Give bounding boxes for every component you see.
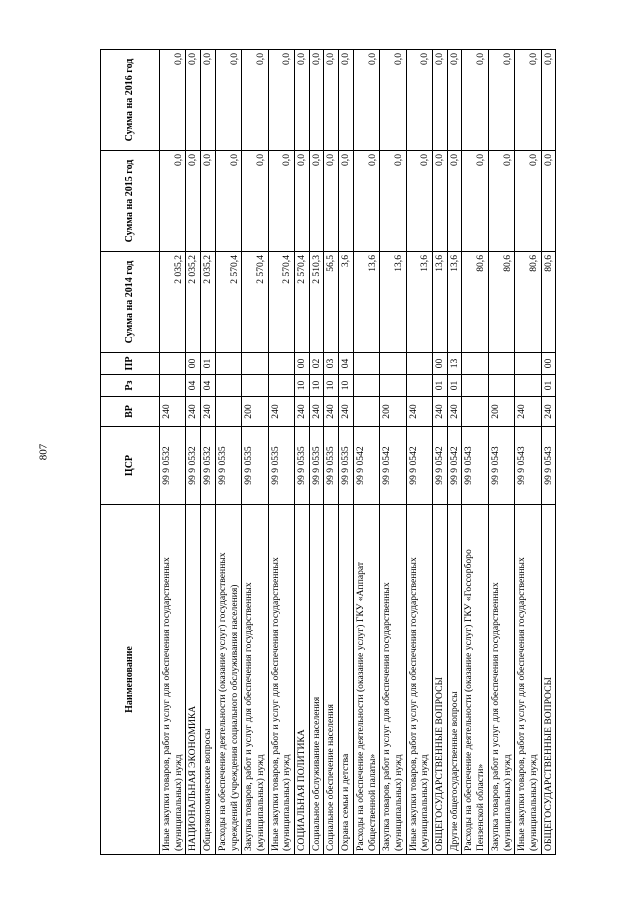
header-sum-2014: Сумма на 2014 год <box>101 252 160 353</box>
row-csr: 99 9 0532 <box>201 427 216 505</box>
row-sum-2014: 2 035,2 <box>201 252 216 353</box>
row-rz: 04 <box>186 375 201 397</box>
table-row <box>541 50 556 855</box>
page-number: 807 <box>37 443 50 461</box>
row-sum-2015: 0,0 <box>324 151 339 252</box>
row-vr: 200 <box>242 397 268 427</box>
row-vr: 240 <box>295 397 310 427</box>
row-csr: 99 9 0532 <box>186 427 201 505</box>
row-sum-2014: 13,6 <box>353 252 379 353</box>
row-sum-2016: 0,0 <box>215 50 241 151</box>
row-sum-2014: 56,5 <box>324 252 339 353</box>
row-sum-2016: 0,0 <box>488 50 514 151</box>
row-name: НАЦИОНАЛЬНАЯ ЭКОНОМИКА <box>186 505 201 855</box>
row-sum-2015: 0,0 <box>268 151 294 252</box>
row-pr <box>160 353 186 375</box>
row-sum-2015: 0,0 <box>447 151 462 252</box>
row-rz: 01 <box>541 375 556 397</box>
row-rz <box>160 375 186 397</box>
row-sum-2016: 0,0 <box>186 50 201 151</box>
row-csr: 99 9 0542 <box>433 427 448 505</box>
table-row <box>339 50 354 855</box>
row-csr: 99 9 0542 <box>447 427 462 505</box>
row-rz <box>462 375 488 397</box>
row-rz: 10 <box>324 375 339 397</box>
header-sum-2015: Сумма на 2015 год <box>101 151 160 252</box>
row-csr: 99 9 0535 <box>295 427 310 505</box>
row-csr: 99 9 0543 <box>515 427 541 505</box>
row-sum-2015: 0,0 <box>380 151 406 252</box>
row-sum-2015: 0,0 <box>215 151 241 252</box>
row-csr: 99 9 0542 <box>353 427 379 505</box>
row-sum-2014: 2 035,2 <box>160 252 186 353</box>
row-name: ОБЩЕГОСУДАРСТВЕННЫЕ ВОПРОСЫ <box>433 505 448 855</box>
row-sum-2015: 0,0 <box>353 151 379 252</box>
row-name: Закупка товаров, работ и услуг для обеспечения государственных (муниципальных) нужд <box>380 505 406 855</box>
table-row <box>433 50 448 855</box>
row-sum-2014: 2 570,4 <box>295 252 310 353</box>
row-rz: 01 <box>447 375 462 397</box>
table-row <box>268 50 294 855</box>
row-sum-2016: 0,0 <box>380 50 406 151</box>
header-row <box>101 50 160 855</box>
row-sum-2016: 0,0 <box>309 50 324 151</box>
row-rz: 10 <box>295 375 310 397</box>
row-vr <box>353 397 379 427</box>
row-sum-2014: 13,6 <box>433 252 448 353</box>
row-vr <box>462 397 488 427</box>
row-name: Расходы на обеспечение деятельности (оказание услуг) государственных учреждений (учреждения социального обслуживания населения) <box>215 505 241 855</box>
row-sum-2015: 0,0 <box>515 151 541 252</box>
row-rz <box>406 375 432 397</box>
header-sum-2016: Сумма на 2016 год <box>101 50 160 151</box>
row-rz <box>515 375 541 397</box>
row-vr: 240 <box>201 397 216 427</box>
row-pr <box>268 353 294 375</box>
row-sum-2014: 13,6 <box>447 252 462 353</box>
table-row <box>186 50 201 855</box>
row-vr: 240 <box>541 397 556 427</box>
row-pr: 01 <box>201 353 216 375</box>
row-pr <box>462 353 488 375</box>
row-name: Иные закупки товаров, работ и услуг для обеспечения государственных (муниципальных) нужд <box>515 505 541 855</box>
row-pr: 04 <box>339 353 354 375</box>
row-vr: 240 <box>433 397 448 427</box>
row-vr: 240 <box>447 397 462 427</box>
table-row <box>295 50 310 855</box>
row-vr <box>215 397 241 427</box>
row-sum-2016: 0,0 <box>160 50 186 151</box>
row-pr <box>215 353 241 375</box>
row-sum-2015: 0,0 <box>309 151 324 252</box>
row-sum-2015: 0,0 <box>488 151 514 252</box>
table-row <box>215 50 241 855</box>
row-csr: 99 9 0535 <box>215 427 241 505</box>
header-rz: Рз <box>101 375 160 397</box>
row-sum-2014: 2 570,4 <box>242 252 268 353</box>
row-csr: 99 9 0543 <box>462 427 488 505</box>
row-rz: 10 <box>339 375 354 397</box>
header-vr: ВР <box>101 397 160 427</box>
row-rz <box>215 375 241 397</box>
row-sum-2014: 2 035,2 <box>186 252 201 353</box>
row-sum-2014: 80,6 <box>541 252 556 353</box>
row-pr: 00 <box>541 353 556 375</box>
row-rz: 04 <box>201 375 216 397</box>
row-name: Расходы на обеспечение деятельности (оказание услуг) ГКУ «Аппарат Общественной палаты» <box>353 505 379 855</box>
table-row <box>488 50 514 855</box>
row-name: ОБЩЕГОСУДАРСТВЕННЫЕ ВОПРОСЫ <box>541 505 556 855</box>
table-row <box>447 50 462 855</box>
row-csr: 99 9 0542 <box>380 427 406 505</box>
row-csr: 99 9 0535 <box>324 427 339 505</box>
table-row <box>324 50 339 855</box>
table-row <box>380 50 406 855</box>
row-csr: 99 9 0542 <box>406 427 432 505</box>
table-row <box>353 50 379 855</box>
row-rz <box>242 375 268 397</box>
row-sum-2014: 13,6 <box>406 252 432 353</box>
row-sum-2016: 0,0 <box>339 50 354 151</box>
row-vr: 240 <box>515 397 541 427</box>
row-name: Иные закупки товаров, работ и услуг для обеспечения государственных (муниципальных) нужд <box>160 505 186 855</box>
row-name: Иные закупки товаров, работ и услуг для обеспечения государственных (муниципальных) нужд <box>268 505 294 855</box>
row-name: Иные закупки товаров, работ и услуг для обеспечения государственных (муниципальных) нужд <box>406 505 432 855</box>
row-pr <box>353 353 379 375</box>
row-sum-2015: 0,0 <box>160 151 186 252</box>
row-sum-2015: 0,0 <box>541 151 556 252</box>
row-pr: 00 <box>186 353 201 375</box>
row-sum-2014: 2 510,3 <box>309 252 324 353</box>
row-pr <box>488 353 514 375</box>
row-sum-2016: 0,0 <box>406 50 432 151</box>
row-rz <box>488 375 514 397</box>
row-rz <box>268 375 294 397</box>
row-vr: 200 <box>380 397 406 427</box>
table-row <box>515 50 541 855</box>
row-vr: 240 <box>309 397 324 427</box>
row-name: Закупка товаров, работ и услуг для обеспечения государственных (муниципальных) нужд <box>242 505 268 855</box>
header-pr: ПР <box>101 353 160 375</box>
row-name: Социальное обеспечение населения <box>324 505 339 855</box>
row-sum-2016: 0,0 <box>268 50 294 151</box>
row-csr: 99 9 0535 <box>339 427 354 505</box>
row-sum-2014: 3,6 <box>339 252 354 353</box>
row-pr: 03 <box>324 353 339 375</box>
row-name: Другие общегосударственные вопросы <box>447 505 462 855</box>
row-name: Закупка товаров, работ и услуг для обеспечения государственных (муниципальных) нужд <box>488 505 514 855</box>
row-csr: 99 9 0535 <box>309 427 324 505</box>
table-row <box>160 50 186 855</box>
row-sum-2014: 80,6 <box>488 252 514 353</box>
row-vr: 240 <box>268 397 294 427</box>
row-sum-2014: 2 570,4 <box>215 252 241 353</box>
row-sum-2015: 0,0 <box>339 151 354 252</box>
row-vr: 240 <box>324 397 339 427</box>
row-csr: 99 9 0535 <box>242 427 268 505</box>
row-name: Расходы на обеспечение деятельности (оказание услуг) ГКУ «Госсорборо Пензенской области» <box>462 505 488 855</box>
row-csr: 99 9 0543 <box>541 427 556 505</box>
row-sum-2015: 0,0 <box>406 151 432 252</box>
row-rz <box>353 375 379 397</box>
row-vr: 200 <box>488 397 514 427</box>
row-sum-2015: 0,0 <box>433 151 448 252</box>
row-sum-2014: 80,6 <box>515 252 541 353</box>
row-sum-2015: 0,0 <box>201 151 216 252</box>
header-name: Наименование <box>101 505 160 855</box>
row-rz: 10 <box>309 375 324 397</box>
row-sum-2015: 0,0 <box>295 151 310 252</box>
row-sum-2016: 0,0 <box>515 50 541 151</box>
row-sum-2015: 0,0 <box>186 151 201 252</box>
row-name: СОЦИАЛЬНАЯ ПОЛИТИКА <box>295 505 310 855</box>
row-sum-2014: 2 570,4 <box>268 252 294 353</box>
header-csr: ЦСР <box>101 427 160 505</box>
row-sum-2016: 0,0 <box>353 50 379 151</box>
row-pr <box>515 353 541 375</box>
row-sum-2015: 0,0 <box>242 151 268 252</box>
row-sum-2016: 0,0 <box>541 50 556 151</box>
row-sum-2016: 0,0 <box>433 50 448 151</box>
row-csr: 99 9 0535 <box>268 427 294 505</box>
row-pr <box>242 353 268 375</box>
row-pr: 00 <box>295 353 310 375</box>
row-pr: 02 <box>309 353 324 375</box>
row-vr: 240 <box>406 397 432 427</box>
row-sum-2016: 0,0 <box>201 50 216 151</box>
row-pr <box>406 353 432 375</box>
row-sum-2014: 13,6 <box>380 252 406 353</box>
row-pr <box>380 353 406 375</box>
row-sum-2014: 80,6 <box>462 252 488 353</box>
row-sum-2015: 0,0 <box>462 151 488 252</box>
row-sum-2016: 0,0 <box>295 50 310 151</box>
row-name: Общеэкономические вопросы <box>201 505 216 855</box>
budget-table <box>100 49 556 855</box>
row-csr: 99 9 0543 <box>488 427 514 505</box>
row-vr: 240 <box>160 397 186 427</box>
row-rz <box>380 375 406 397</box>
row-sum-2016: 0,0 <box>462 50 488 151</box>
row-name: Охрана семьи и детства <box>339 505 354 855</box>
row-sum-2016: 0,0 <box>242 50 268 151</box>
row-name: Социальное обслуживание населения <box>309 505 324 855</box>
row-vr: 240 <box>339 397 354 427</box>
row-csr: 99 9 0532 <box>160 427 186 505</box>
table-row <box>201 50 216 855</box>
rotated-page <box>100 50 560 855</box>
table-row <box>309 50 324 855</box>
row-sum-2016: 0,0 <box>324 50 339 151</box>
row-pr: 13 <box>447 353 462 375</box>
row-sum-2016: 0,0 <box>447 50 462 151</box>
row-vr: 240 <box>186 397 201 427</box>
table-row <box>242 50 268 855</box>
table-row <box>406 50 432 855</box>
table-row <box>462 50 488 855</box>
row-rz: 01 <box>433 375 448 397</box>
row-pr: 00 <box>433 353 448 375</box>
